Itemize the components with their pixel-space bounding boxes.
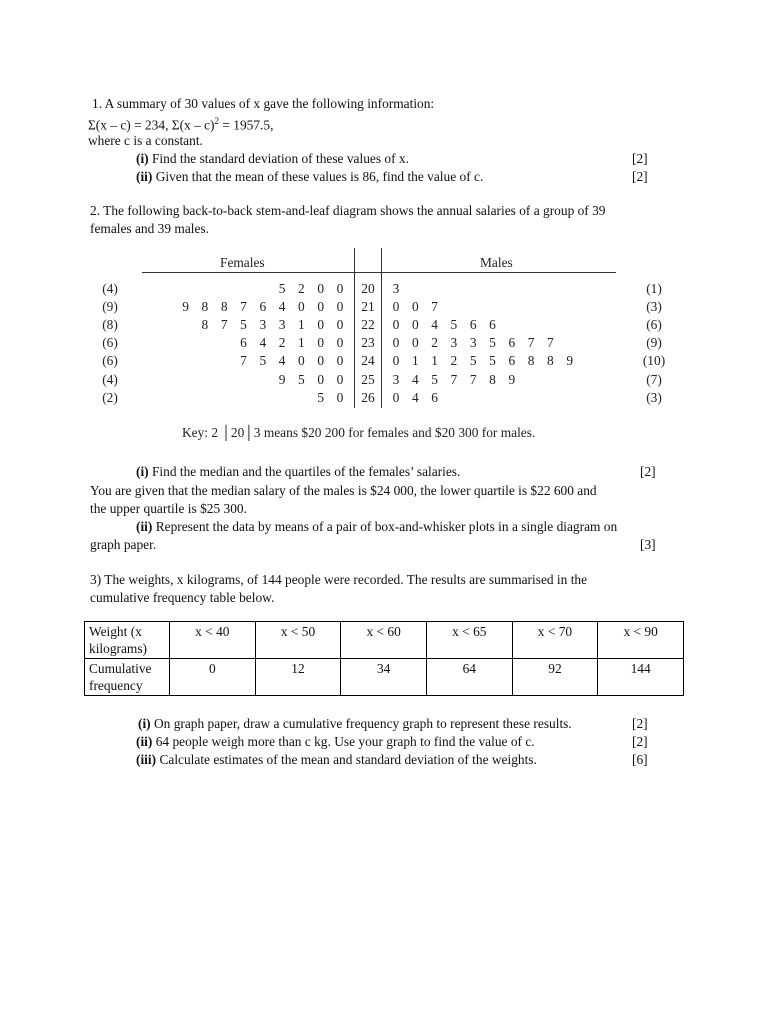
female-leaf: 4 (278, 299, 286, 315)
header-rule (142, 272, 616, 273)
q2-part-i (136, 463, 460, 480)
q3-part-i-text: On graph paper, draw a cumulative frequency graph to represent these results. (150, 716, 572, 731)
q2-intro: 2. The following back-to-back stem-and-leaf diagram shows the annual salaries of a group of 39 (90, 203, 606, 218)
male-leaf: 5 (450, 317, 458, 333)
female-leaf: 2 (278, 335, 286, 351)
cf-value-cell: 64 (426, 659, 512, 696)
male-leaf: 5 (489, 353, 496, 369)
male-leaf: 5 (489, 335, 496, 351)
female-leaf: 0 (336, 353, 344, 369)
male-count: (7) (646, 371, 662, 387)
q3-part-iii-marks: [6] (632, 752, 648, 767)
q2-given-2: the upper quartile is $25 300. (90, 501, 247, 516)
q3-part-i-marks: [2] (632, 716, 648, 731)
female-leaf: 0 (336, 317, 344, 333)
female-count: (6) (102, 335, 118, 351)
female-leaf: 6 (240, 335, 247, 351)
q3-intro-2: cumulative frequency table below. (90, 590, 275, 605)
q1-part-i-label: (i) (136, 151, 149, 166)
female-leaf: 5 (298, 371, 305, 387)
q1-sum-text: Σ(x – c) = 234, Σ(x – c) (88, 117, 215, 133)
q3-part-i (138, 715, 572, 732)
male-leaf: 0 (411, 317, 419, 333)
female-leaf: 0 (298, 353, 305, 369)
stem-value: 21 (361, 299, 375, 315)
cf-value-cell: 144 (598, 659, 684, 696)
q3-part-ii (136, 733, 535, 750)
male-count: (1) (646, 281, 662, 296)
male-leaf: 3 (450, 335, 458, 351)
females-header: Females (220, 255, 265, 270)
female-leaf: 0 (336, 389, 344, 405)
q3-part-iii (136, 751, 537, 768)
q2-part-ii (136, 518, 617, 535)
female-leaf: 5 (240, 317, 247, 333)
female-count: (4) (102, 371, 118, 387)
q1-sum-text-2: = 1957.5, (219, 117, 274, 133)
female-leaf: 9 (278, 371, 286, 387)
female-leaf: 5 (259, 353, 267, 369)
female-leaf: 0 (317, 281, 325, 296)
q1-part-i-marks: [2] (632, 151, 648, 166)
female-leaf: 1 (298, 335, 305, 351)
female-leaf: 8 (201, 299, 209, 315)
q3-part-ii-marks: [2] (632, 734, 648, 749)
stem-divider-left (354, 248, 355, 408)
male-count: (3) (646, 299, 662, 315)
male-leaf: 3 (392, 371, 400, 387)
male-leaf: 6 (489, 317, 496, 333)
female-leaf: 7 (220, 317, 228, 333)
table-row (85, 659, 684, 696)
weight-header-cell: Weight (x kilograms) (85, 622, 170, 659)
male-count: (10) (642, 353, 666, 369)
male-leaf: 6 (431, 389, 438, 405)
q1-part-i-text: Find the standard deviation of these values of x. (148, 151, 409, 166)
cumulative-frequency-table (84, 621, 684, 696)
male-leaf: 4 (411, 389, 419, 405)
male-leaf: 7 (547, 335, 554, 351)
stem-divider-right (381, 248, 382, 408)
male-leaf: 4 (411, 371, 419, 387)
q1-sum-sup: 2 (214, 116, 220, 126)
q1-intro: 1. A summary of 30 values of x gave the following information: (92, 96, 435, 111)
female-leaf: 5 (317, 389, 325, 405)
male-leaf: 2 (450, 353, 458, 369)
male-leaf: 1 (431, 353, 438, 369)
stem-value: 25 (361, 371, 375, 387)
male-leaf: 5 (469, 353, 477, 369)
female-leaf: 4 (259, 335, 267, 351)
weight-bound-cell: x < 40 (170, 622, 256, 659)
stem-value: 24 (361, 353, 375, 369)
female-leaf: 0 (336, 371, 344, 387)
male-leaf: 7 (527, 335, 535, 351)
female-leaf: 0 (336, 335, 344, 351)
q3-intro: 3) The weights, x kilograms, of 144 people were recorded. The results are summarised in the (90, 572, 588, 587)
male-leaf: 4 (431, 317, 438, 333)
male-leaf: 3 (469, 335, 477, 351)
q2-part-ii-text: Represent the data by means of a pair of box-and-whisker plots in a single diagram on (152, 519, 618, 534)
female-leaf: 7 (240, 299, 247, 315)
cf-value-cell: 0 (170, 659, 256, 696)
male-leaf: 8 (547, 353, 554, 369)
male-count: (9) (646, 335, 662, 351)
weight-bound-cell: x < 60 (341, 622, 427, 659)
stem-value: 20 (361, 281, 375, 296)
male-leaf: 0 (392, 353, 400, 369)
female-leaf: 4 (278, 353, 286, 369)
weight-bound-cell: x < 50 (255, 622, 341, 659)
q2-part-i-marks: [2] (640, 464, 656, 479)
male-leaf: 6 (508, 335, 516, 351)
q3-part-iii-text: Calculate estimates of the mean and standard deviation of the weights. (156, 752, 537, 767)
male-leaf: 6 (469, 317, 477, 333)
male-leaf: 3 (392, 281, 400, 296)
table-row (85, 622, 684, 659)
female-leaf: 3 (259, 317, 267, 333)
female-leaf: 5 (278, 281, 286, 296)
weight-bound-cell: x < 65 (426, 622, 512, 659)
female-leaf: 7 (240, 353, 247, 369)
q2-intro-2: females and 39 males. (90, 221, 209, 236)
q1-part-ii-marks: [2] (632, 169, 648, 184)
males-header: Males (480, 255, 513, 270)
male-leaf: 7 (431, 299, 438, 315)
q1-part-ii-text: Given that the mean of these values is 86, find the value of c. (152, 169, 484, 184)
male-leaf: 0 (392, 317, 400, 333)
cf-value-cell: 34 (341, 659, 427, 696)
female-count: (9) (102, 299, 118, 315)
q2-part-ii-cont: graph paper. (90, 537, 157, 552)
male-leaf: 2 (431, 335, 438, 351)
male-leaf: 1 (411, 353, 419, 369)
female-leaf: 0 (298, 299, 305, 315)
q3-part-iii-label: (iii) (136, 752, 157, 767)
female-leaf: 0 (317, 371, 325, 387)
female-leaf: 1 (298, 317, 305, 333)
male-leaf: 0 (411, 335, 419, 351)
female-leaf: 0 (317, 317, 325, 333)
male-leaf: 0 (392, 389, 400, 405)
female-leaf: 0 (317, 353, 325, 369)
female-leaf: 0 (317, 299, 325, 315)
q2-given: You are given that the median salary of the males is $24 000, the lower quartile is $22 600 and (90, 483, 597, 498)
female-leaf: 8 (201, 317, 209, 333)
male-leaf: 9 (566, 353, 574, 369)
q3-part-ii-label: (ii) (136, 734, 153, 749)
weight-bound-cell: x < 70 (512, 622, 598, 659)
female-leaf: 2 (298, 281, 305, 296)
female-count: (8) (102, 317, 118, 333)
female-count: (6) (102, 353, 118, 369)
stem-value: 23 (361, 335, 375, 351)
q1-part-ii-label: (ii) (136, 169, 153, 184)
male-leaf: 0 (392, 335, 400, 351)
male-leaf: 6 (508, 353, 516, 369)
diagram-key: Key: 2 │20│3 means $20 200 for females and $20 300 for males. (182, 425, 536, 440)
male-leaf: 0 (411, 299, 419, 315)
q1-part-ii (136, 168, 483, 185)
male-leaf: 0 (392, 299, 400, 315)
male-count: (6) (646, 317, 662, 333)
cf-value-cell: 92 (512, 659, 598, 696)
q3-part-i-label: (i) (138, 716, 151, 731)
female-leaf: 0 (317, 335, 325, 351)
q2-part-i-label: (i) (136, 464, 149, 479)
q2-part-ii-marks: [3] (640, 537, 656, 552)
male-leaf: 8 (489, 371, 496, 387)
male-leaf: 7 (469, 371, 477, 387)
q2-part-ii-label: (ii) (136, 519, 153, 534)
male-leaf: 8 (527, 353, 535, 369)
cf-header-cell: Cumulative frequency (85, 659, 170, 696)
cf-value-cell: 12 (255, 659, 341, 696)
q3-part-ii-text: 64 people weigh more than c kg. Use your graph to find the value of c. (152, 734, 535, 749)
female-leaf: 3 (278, 317, 286, 333)
q1-part-i (136, 150, 409, 167)
male-leaf: 7 (450, 371, 458, 387)
female-leaf: 8 (220, 299, 228, 315)
male-leaf: 5 (431, 371, 438, 387)
female-leaf: 9 (182, 299, 189, 315)
stem-value: 26 (361, 389, 375, 405)
male-leaf: 9 (508, 371, 516, 387)
female-count: (2) (102, 389, 118, 405)
weight-bound-cell: x < 90 (598, 622, 684, 659)
male-count: (3) (646, 389, 662, 405)
female-leaf: 0 (336, 299, 344, 315)
female-leaf: 0 (336, 281, 344, 296)
female-leaf: 6 (259, 299, 267, 315)
female-count: (4) (102, 281, 118, 296)
q2-part-i-text: Find the median and the quartiles of the females’ salaries. (148, 464, 461, 479)
q1-constant-note: where c is a constant. (88, 133, 203, 148)
stem-value: 22 (361, 317, 375, 333)
q1-summations (88, 113, 273, 133)
